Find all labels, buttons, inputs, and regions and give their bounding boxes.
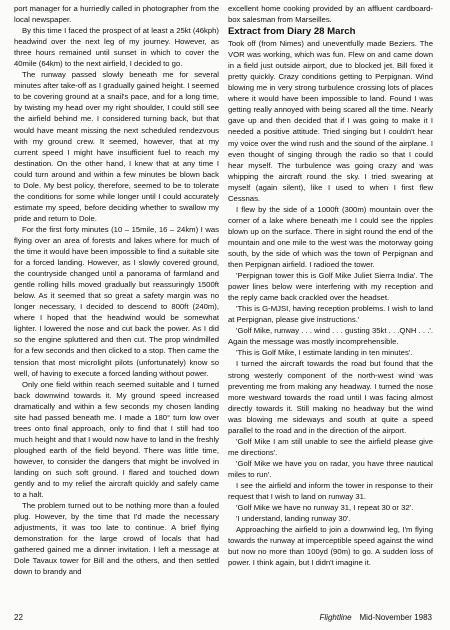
paragraph: I turned the aircraft towards the road but found that the strong westerly component of the north-west wind was preventing me from making any headway. I turned the nose more westward towards the road until I was facing almost directly towards it. Still making no headway but the wind was blowing me sideways and south at quite a speed parallel to the road and in the direction of the airport.: [228, 359, 433, 435]
left-column: [14, 3, 219, 577]
paragraph: The runway passed slowly beneath me for several minutes after take-off as I gradually gained height. I seemed to be covering ground at a snail's pace, and for a long time, by twisting my head over my right shoulder, I could still see the airfield behind me. I considered turning back, but that would have meant missing the next scheduled rendezvous with my ground crew. It seemed, however, that at my current speed I might have insufficient fuel to reach my destination. On the other hand, I knew that at any time I could turn around and within a few minutes be blown back to Dole. My best policy, therefore, seemed to be to tolerate the conditions for some while longer until I could accurately estimate my speed, before deciding whether to swallow my pride and return to Dole.: [14, 70, 219, 223]
page-number: 22: [14, 613, 23, 622]
section-heading: Extract from Diary 28 March: [228, 26, 356, 38]
page-footer: [14, 612, 432, 624]
paragraph: 'Perpignan tower this is Golf Mike Juliet Sierra India'. The power lines below were interfering with my reception and the reply came back crackled over the headset.: [228, 271, 433, 303]
paragraph: Approaching the airfield to join a downwind leg, I'm flying towards the runway at imperceptible speed against the wind but now no more than 100yd (90m) to go. A sudden loss of power. I think again, but I didn't imagine it.: [228, 525, 433, 568]
right-column-intro: excellent home cooking provided by an affluent cardboard-box salesman from Marseilles.: [228, 4, 433, 25]
paragraph: Only one field within reach seemed suitable and I turned back downwind towards it. My ground speed increased dramatically and within a few seconds my chosen landing site had passed beneath me. I made a 180° turn low over trees onto final approach, only to find that I still had too much height and that I would now have to land in the freshly ploughed earth of the field beyond. There was little time, however, to consider the dangers that might be involved in landing on such soft ground. I flared and touched down gently and to my relief the aircraft quickly and safely came to a halt.: [14, 379, 219, 500]
publication-line: [320, 612, 433, 624]
issue-date: Mid-November 1983: [359, 613, 432, 622]
paragraph: The problem turned out to be nothing more than a fouled plug. However, by the time that I'd made the necessary adjustments, it was too late to continue. A brief flying demonstration for the large crowd of locals that had gathered gained me a dinner invitation. I left a message at Dole Tavaux tower for Bill and the others, and then settled down to brandy and: [14, 501, 219, 577]
paragraph: I flew by the side of a 1000ft (300m) mountain over the corner of a lake where beneath me I could see the ripples blown up on the surface. There in sight round the end of the mountain and one mile to the west was the motorway going south, by the side of which was the town of Perpignan and then Perpignan airfield. I radioed the tower.: [228, 204, 433, 270]
paragraph: 'This is Golf Mike, I estimate landing in ten minutes'.: [236, 348, 413, 358]
paragraph: Took off (from Nimes) and uneventfully made Beziers. The VOR was working, which was fun. Flew on and came down in a field just outside airport, due to blocked jet. Bill fixed it pretty quickly. Crazy conditions getting to Perpignan. Wind blowing me in very strong turbulence crossing lots of places where it would have been impossible to land. Found I was getting really annoyed with being scared all the time. Nearly gave up and then decided that if I was going to make it I needed a positive attitude. Tried singing but I couldn't hear my voice over the wind rush and the sound of the airplane. I even thought of singing through the radio so that I could hear myself. The turbulence was going crazy and was whipping the aircraft round the sky. I tried swearing at myself (again silent), like I used to when I first flew Cessnas.: [228, 39, 433, 203]
paragraph: For the first forty minutes (10 – 15mile, 16 – 24km) I was flying over an area of forests and lakes where for much of the time it would have been impossible to find a suitable site for a forced landing. However, as I slowly covered ground, the countryside changed until a panorama of farmland and gentle rolling hills moved gradually but reassuringly 1500ft below. As it seemed that so great a safety margin was no longer necessary, I decided to descend to 800ft (240m), where I hoped that the headwind would be somewhat lighter. I lowered the nose and cut back the power. As I did so the engine spluttered and then cut. The prop windmilled for a few seconds and then clicked to a stop. Then came the tension that most microlight pilots (unfortunately) know so well, of having to execute a forced landing without power.: [14, 224, 219, 378]
paragraph: 'Golf Mike we have no runway 31, I repeat 30 or 32'.: [236, 503, 414, 513]
paragraph: 'I understand, landing runway 30'.: [236, 514, 351, 524]
paragraph: I see the airfield and inform the tower in response to their request that I wish to land on runway 31.: [228, 480, 433, 502]
paragraph: 'Golf Mike, runway . . . wind . . . gusting 35kt . . .QNH . . .'. Again the message was mostly incomprehensible.: [228, 326, 433, 347]
paragraph: 'Golf Mike we have you on radar, you have three nautical miles to run'.: [228, 458, 433, 479]
paragraph: 'This is G-MJSI, having reception problems. I wish to land at Perpignan, please give instructions.': [228, 304, 433, 325]
paragraph: 'Golf Mike I am still unable to see the airfield please give me directions'.: [228, 436, 433, 457]
diary-extract: [228, 38, 433, 568]
publication-name: Flightline: [319, 613, 352, 622]
paragraph: port manager for a hurriedly called in photographer from the local newspaper.: [14, 4, 219, 25]
right-column: [228, 3, 433, 568]
paragraph: By this time I faced the prospect of at least a 25kt (46kph) headwind over the next leg of my journey. However, as three hours remained until sunset in which to cover the 40mile (64km) to the next airfield, I decided to go.: [14, 26, 219, 69]
